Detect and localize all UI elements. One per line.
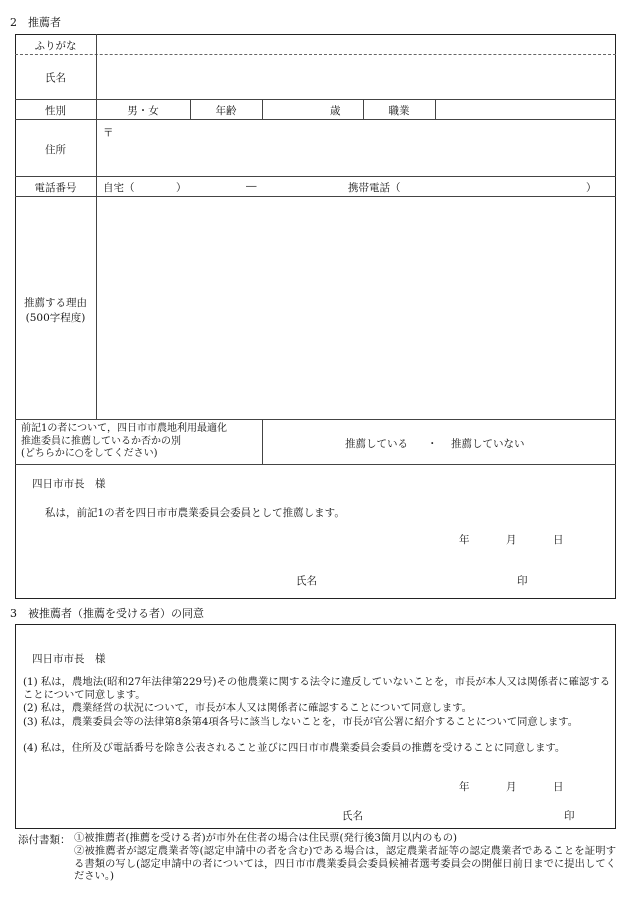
section3-seal: 印 (564, 810, 575, 822)
section3-signature-label: 氏名 (342, 810, 363, 822)
occupation-label: 職業 (388, 105, 410, 117)
section2-addressee: 四日市市長 様 (32, 478, 106, 490)
section3-heading: 3 被推薦者（推薦を受ける者）の同意 (10, 607, 204, 620)
section3-addressee: 四日市市長 様 (32, 653, 106, 665)
section3-date-month: 月 (506, 781, 517, 793)
home-phone-paren-close: ） (176, 182, 187, 194)
section2-date-month: 月 (506, 534, 517, 546)
furigana-field[interactable] (97, 35, 615, 54)
age-unit: 歳 (330, 105, 341, 117)
occupation-field[interactable] (436, 100, 615, 119)
address-field[interactable] (97, 120, 615, 176)
other-rec-row-divider (15, 464, 616, 465)
reason-row-divider (15, 419, 616, 420)
consent-item-4: (4) 私は，住所及び電話番号を除き公表されること並びに四日市市農業委員会委員の推薦を受けることに同意します。 (23, 742, 566, 754)
mobile-paren-close: ） (586, 182, 597, 194)
attachments-label: 添付書類： (18, 834, 71, 846)
other-rec-option-no[interactable]: 推薦していない (451, 438, 525, 450)
reason-field[interactable] (97, 197, 615, 419)
other-rec-divider (262, 419, 263, 464)
gender-label: 性別 (45, 105, 66, 117)
age-label: 年齢 (215, 105, 237, 117)
age-field[interactable] (263, 100, 323, 119)
section3-date-year: 年 (459, 781, 470, 793)
reason-note: (500字程度) (25, 312, 86, 324)
mobile-label: 携帯電話（ (348, 182, 401, 194)
consent-item-2: (2) 私は，農業経営の状況について，市長が本人又は関係者に確認することについて同意します。 (23, 702, 472, 714)
recommendation-statement: 私は，前記1の者を四日市市農業委員会委員として推薦します。 (45, 507, 345, 519)
other-rec-line2: 推進委員に推薦しているか否かの別 (21, 435, 181, 447)
other-rec-line3: (どちらかに○をしてください) (21, 448, 158, 459)
other-rec-option-yes[interactable]: 推薦している (345, 438, 408, 450)
gender-options[interactable]: 男・女 (127, 105, 159, 117)
consent-item-1: (1) 私は，農地法(昭和27年法律第229号)その他農業に関する法令に違反していないことを，市長が本人又は関係者に確認することについて同意します。 (23, 676, 610, 701)
consent-item-3: (3) 私は，農業委員会等の法律第8条第4項各号に該当しないことを，市長が官公署に紹介することについて同意します。 (23, 716, 579, 728)
address-label: 住所 (45, 144, 66, 156)
section2-signature-label: 氏名 (296, 575, 317, 587)
other-rec-question (21, 423, 227, 461)
reason-label: 推薦する理由 (24, 297, 87, 309)
section2-date-day: 日 (553, 534, 564, 546)
attachment-item-2: ②被推薦者が認定農業者等(認定申請中の者を含む)である場合は，認定農業者証等の認定農業者であることを証明する書類の写し(認定申請中の者については，四日市市農業委員会委員候補者選考委員会の開催日前日までに提出してください。) (74, 845, 616, 883)
section2-heading: 2 推薦者 (10, 16, 61, 29)
phone-label: 電話番号 (34, 182, 77, 194)
section3-date-day: 日 (553, 781, 564, 793)
other-rec-dot: ・ (427, 438, 438, 450)
section2-seal: 印 (517, 575, 528, 587)
other-rec-line1: 前記1の者について，四日市市農地利用最適化 (21, 423, 227, 434)
name-label: 氏名 (45, 72, 66, 84)
attachment-item-1: ①被推薦者(推薦を受ける者)が市外在住者の場合は住民票(発行後3箇月以内のもの) (74, 832, 458, 844)
section2-date-year: 年 (459, 534, 470, 546)
home-phone-label: 自宅（ (103, 182, 135, 194)
address-row-divider (15, 176, 616, 177)
phone-dash: ― (246, 180, 257, 192)
section2-signature-field[interactable] (320, 568, 510, 588)
postal-mark: 〒 (103, 127, 114, 139)
furigana-label: ふりがな (34, 40, 77, 52)
section3-signature-field[interactable] (370, 803, 560, 823)
name-field[interactable] (97, 55, 615, 99)
